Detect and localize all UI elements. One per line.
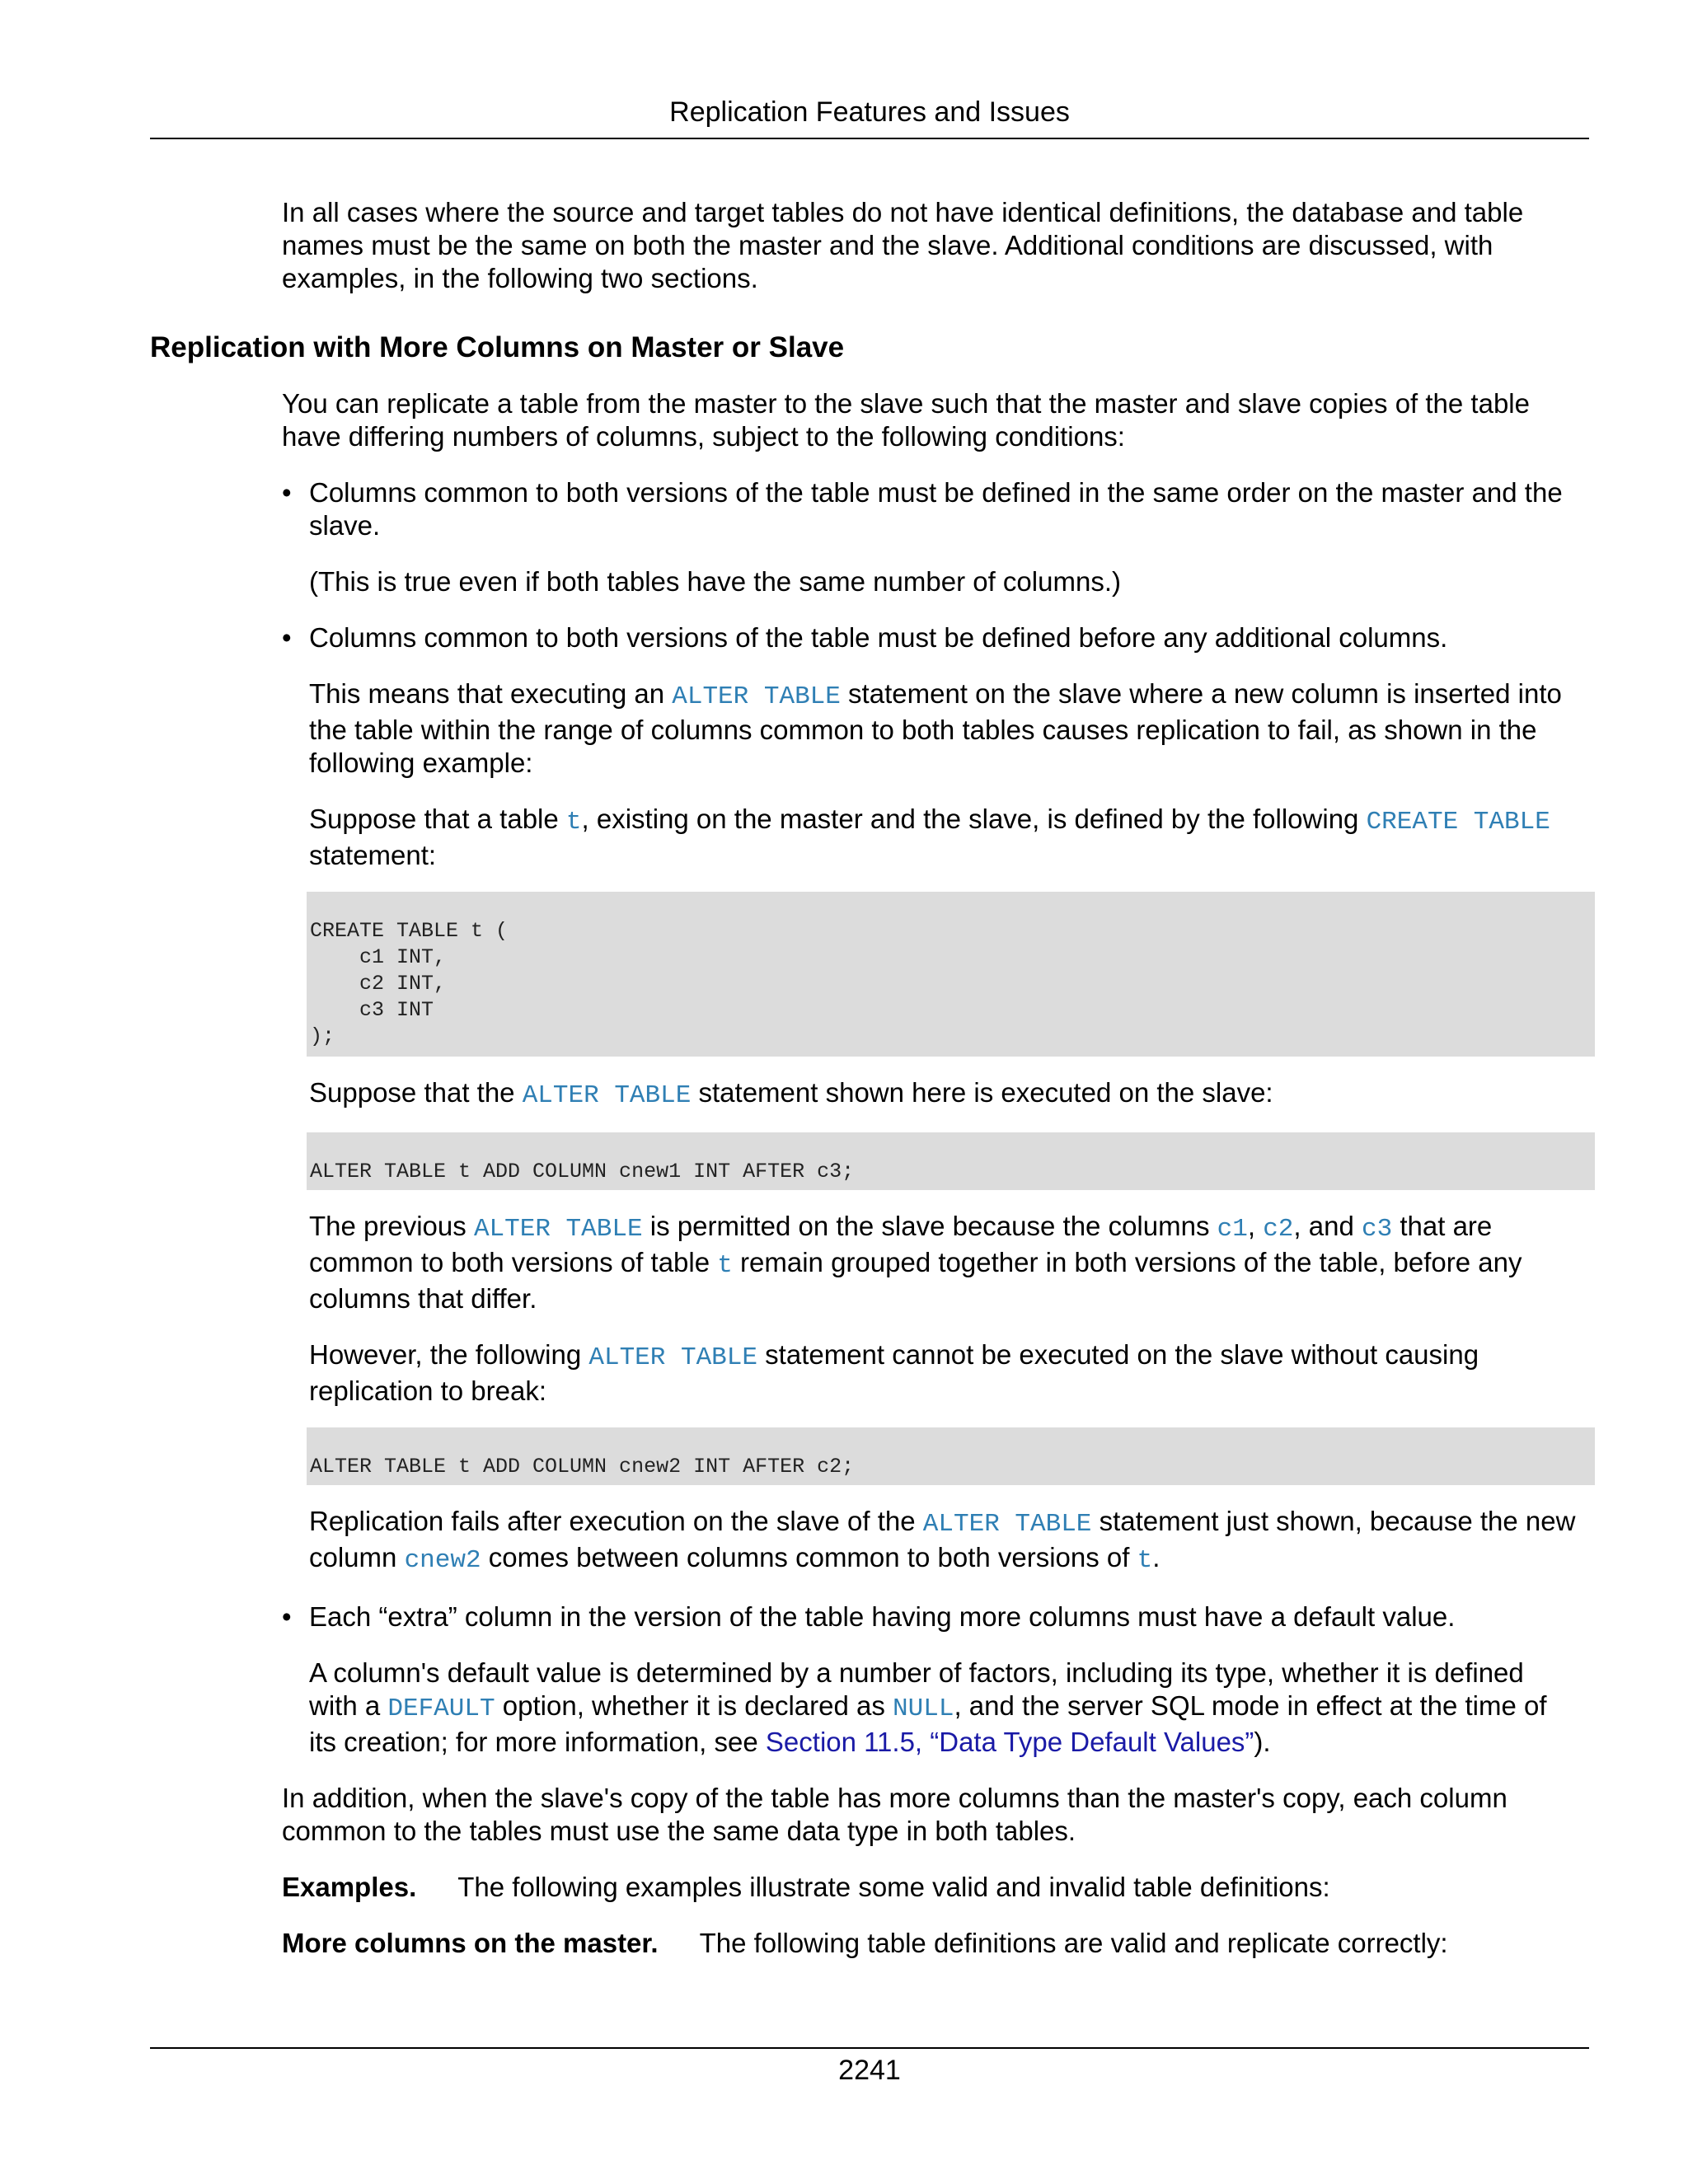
bullet-mark: • <box>282 477 292 508</box>
addition-paragraph: In addition, when the slave's copy of the table has more columns than the master's copy, each column common to the tables must use the same data type in both tables. <box>282 1783 1507 1846</box>
bullet-mark: • <box>282 1601 292 1632</box>
code-ref-c2: c2 <box>1263 1215 1294 1244</box>
code-ref-c1: c1 <box>1217 1215 1248 1244</box>
code-ref-alter-table[interactable]: ALTER TABLE <box>588 1343 757 1372</box>
code-ref-alter-table[interactable]: ALTER TABLE <box>672 682 841 711</box>
bullet-3-paragraph-1: A column's default value is determined by a number of factors, including its type, whether it is defined with a DEFAULT option, whether it is declared as NULL, and the server SQL mode in effect at the time of its creation; for more information, see Section 11.5, “Data Type Default Values”). <box>309 1657 1547 1757</box>
examples-label: Examples. <box>282 1872 417 1902</box>
code-ref-t: t <box>565 808 582 837</box>
code-block-alter-cnew1: ALTER TABLE t ADD COLUMN cnew1 INT AFTER c3; <box>307 1132 1595 1190</box>
examples-paragraph: Examples. The following examples illustrate some valid and invalid table definitions: <box>282 1872 1330 1902</box>
code-ref-alter-table[interactable]: ALTER TABLE <box>922 1510 1092 1539</box>
page-number: 2241 <box>838 2055 901 2086</box>
section-link-data-type-defaults[interactable]: Section 11.5, “Data Type Default Values” <box>765 1727 1254 1757</box>
bullet-1-text: Columns common to both versions of the table must be defined in the same order on the master and the slave. <box>309 477 1563 541</box>
footer-rule <box>150 2047 1589 2049</box>
bullet-item-2 <box>282 621 1578 872</box>
bullet-item-1 <box>282 476 1578 598</box>
more-master-label: More columns on the master. <box>282 1928 659 1958</box>
bullet-2-paragraph-3: Suppose that the ALTER TABLE statement shown here is executed on the slave: <box>309 1077 1273 1110</box>
code-block-create-table: CREATE TABLE t ( c1 INT, c2 INT, c3 INT ); <box>307 892 1595 1057</box>
code-ref-alter-table[interactable]: ALTER TABLE <box>522 1081 692 1110</box>
code-ref-c3: c3 <box>1361 1215 1393 1244</box>
code-ref-t: t <box>1137 1546 1153 1575</box>
bullet-mark: • <box>282 622 292 653</box>
bullet-2-paragraph-5: However, the following ALTER TABLE statement cannot be executed on the slave without causing replication to break: <box>309 1339 1479 1406</box>
code-ref-default[interactable]: DEFAULT <box>387 1694 495 1723</box>
more-master-paragraph: More columns on the master. The following table definitions are valid and replicate correctly: <box>282 1928 1448 1958</box>
header-rule <box>150 138 1589 139</box>
bullet-2-paragraph-1: This means that executing an ALTER TABLE statement on the slave where a new column is inserted into the table within the range of columns common to both tables causes replication to fail, as shown in the following example: <box>309 678 1562 778</box>
code-ref-cnew2: cnew2 <box>404 1546 481 1575</box>
bullet-3-text: Each “extra” column in the version of the table having more columns must have a default value. <box>309 1601 1456 1632</box>
bullet-2-paragraph-4: The previous ALTER TABLE is permitted on the slave because the columns c1, c2, and c3 that are common to both versions of table t remain grouped together in both versions of the table, before any columns that differ. <box>309 1211 1522 1314</box>
section-lead: You can replicate a table from the master to the slave such that the master and slave copies of the table have differing numbers of columns, subject to the following conditions: <box>282 388 1530 452</box>
bullet-2-paragraph-6: Replication fails after execution on the slave of the ALTER TABLE statement just shown, because the new column cnew2 comes between columns common to both versions of t. <box>309 1506 1576 1575</box>
code-ref-null[interactable]: NULL <box>893 1694 954 1723</box>
code-block-alter-cnew2: ALTER TABLE t ADD COLUMN cnew2 INT AFTER c2; <box>307 1427 1595 1485</box>
bullet-1-note: (This is true even if both tables have the same number of columns.) <box>309 566 1121 597</box>
intro-paragraph: In all cases where the source and target tables do not have identical definitions, the database and table names must be the same on both the master and the slave. Additional conditions are discussed, with examples, in the following two sections. <box>282 197 1524 293</box>
code-ref-t: t <box>717 1251 733 1280</box>
page-content <box>150 196 1589 1960</box>
bullet-item-3 <box>282 1601 1578 1759</box>
section-heading: Replication with More Columns on Master or Slave <box>150 331 845 363</box>
bullet-2-paragraph-2: Suppose that a table t, existing on the master and the slave, is defined by the following CREATE TABLE statement: <box>309 804 1550 870</box>
code-ref-alter-table[interactable]: ALTER TABLE <box>473 1215 643 1244</box>
running-header: Replication Features and Issues <box>669 96 1070 128</box>
code-ref-create-table[interactable]: CREATE TABLE <box>1366 808 1550 837</box>
bullet-2-text: Columns common to both versions of the table must be defined before any additional columns. <box>309 622 1448 653</box>
